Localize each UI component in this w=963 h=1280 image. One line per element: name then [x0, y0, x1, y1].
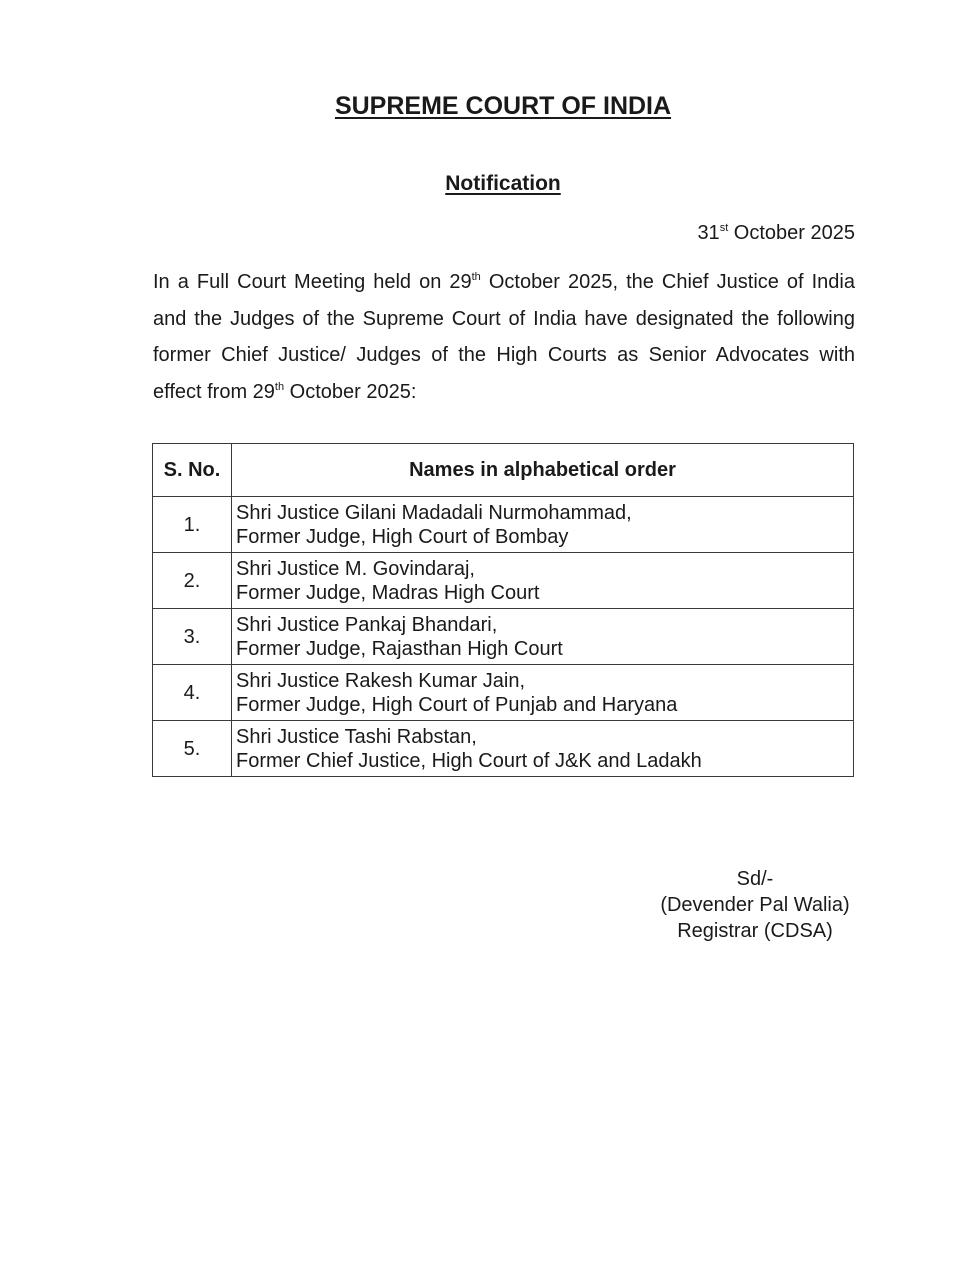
body-paragraph: [153, 264, 855, 410]
table-row: [153, 665, 854, 721]
body-part-2: October 2025, the Chief Justice of India and the Judges of the Supreme Court of India have designated the following former Chief Justice/ Judges of the High Courts as Senior Advocates with effect from 29: [153, 271, 855, 403]
table-row: [153, 609, 854, 665]
judge-name: Shri Justice M. Govindaraj,: [236, 557, 475, 580]
judge-name: Shri Justice Tashi Rabstan,: [236, 725, 477, 748]
judge-designation: Former Judge, High Court of Punjab and Haryana: [236, 693, 678, 716]
notification-date: [697, 222, 855, 245]
date-day: 31: [697, 222, 720, 244]
date-suffix: st: [719, 222, 729, 234]
row-number: 4.: [153, 665, 232, 721]
judge-name: Shri Justice Rakesh Kumar Jain,: [236, 669, 526, 692]
body-part-3: October 2025:: [284, 380, 417, 403]
judge-designation: Former Judge, Madras High Court: [236, 581, 540, 604]
row-name-cell: [232, 553, 854, 609]
document-subtitle: Notification: [445, 172, 561, 195]
table-row: [153, 721, 854, 777]
judge-designation: Former Judge, High Court of Bombay: [236, 525, 569, 548]
signatory-name: (Devender Pal Walia): [660, 894, 850, 916]
row-name-cell: [232, 609, 854, 665]
body-part-1: In a Full Court Meeting held on 29: [153, 271, 472, 293]
row-number: 3.: [153, 609, 232, 665]
row-name-cell: [232, 721, 854, 777]
judge-designation: Former Chief Justice, High Court of J&K and Ladakh: [236, 749, 702, 772]
row-name-cell: [232, 497, 854, 553]
document-title: SUPREME COURT OF INDIA: [334, 92, 672, 120]
row-number: 2.: [153, 553, 232, 609]
judge-name: Shri Justice Gilani Madadali Nurmohammad,: [236, 501, 632, 524]
body-sup-2: th: [274, 380, 285, 393]
advocates-table: [152, 443, 854, 777]
header-sno: S. No.: [153, 444, 232, 497]
header-names: Names in alphabetical order: [232, 444, 854, 497]
signature-sd: Sd/-: [736, 868, 774, 890]
signatory-title: Registrar (CDSA): [677, 920, 833, 942]
date-rest: October 2025: [728, 222, 855, 244]
table-header-row: [153, 444, 854, 497]
table-row: [153, 497, 854, 553]
signature-block: [640, 866, 870, 944]
judge-name: Shri Justice Pankaj Bhandari,: [236, 613, 498, 636]
judge-designation: Former Judge, Rajasthan High Court: [236, 637, 563, 660]
body-sup-1: th: [471, 271, 481, 283]
row-number: 1.: [153, 497, 232, 553]
row-name-cell: [232, 665, 854, 721]
table-row: [153, 553, 854, 609]
row-number: 5.: [153, 721, 232, 777]
